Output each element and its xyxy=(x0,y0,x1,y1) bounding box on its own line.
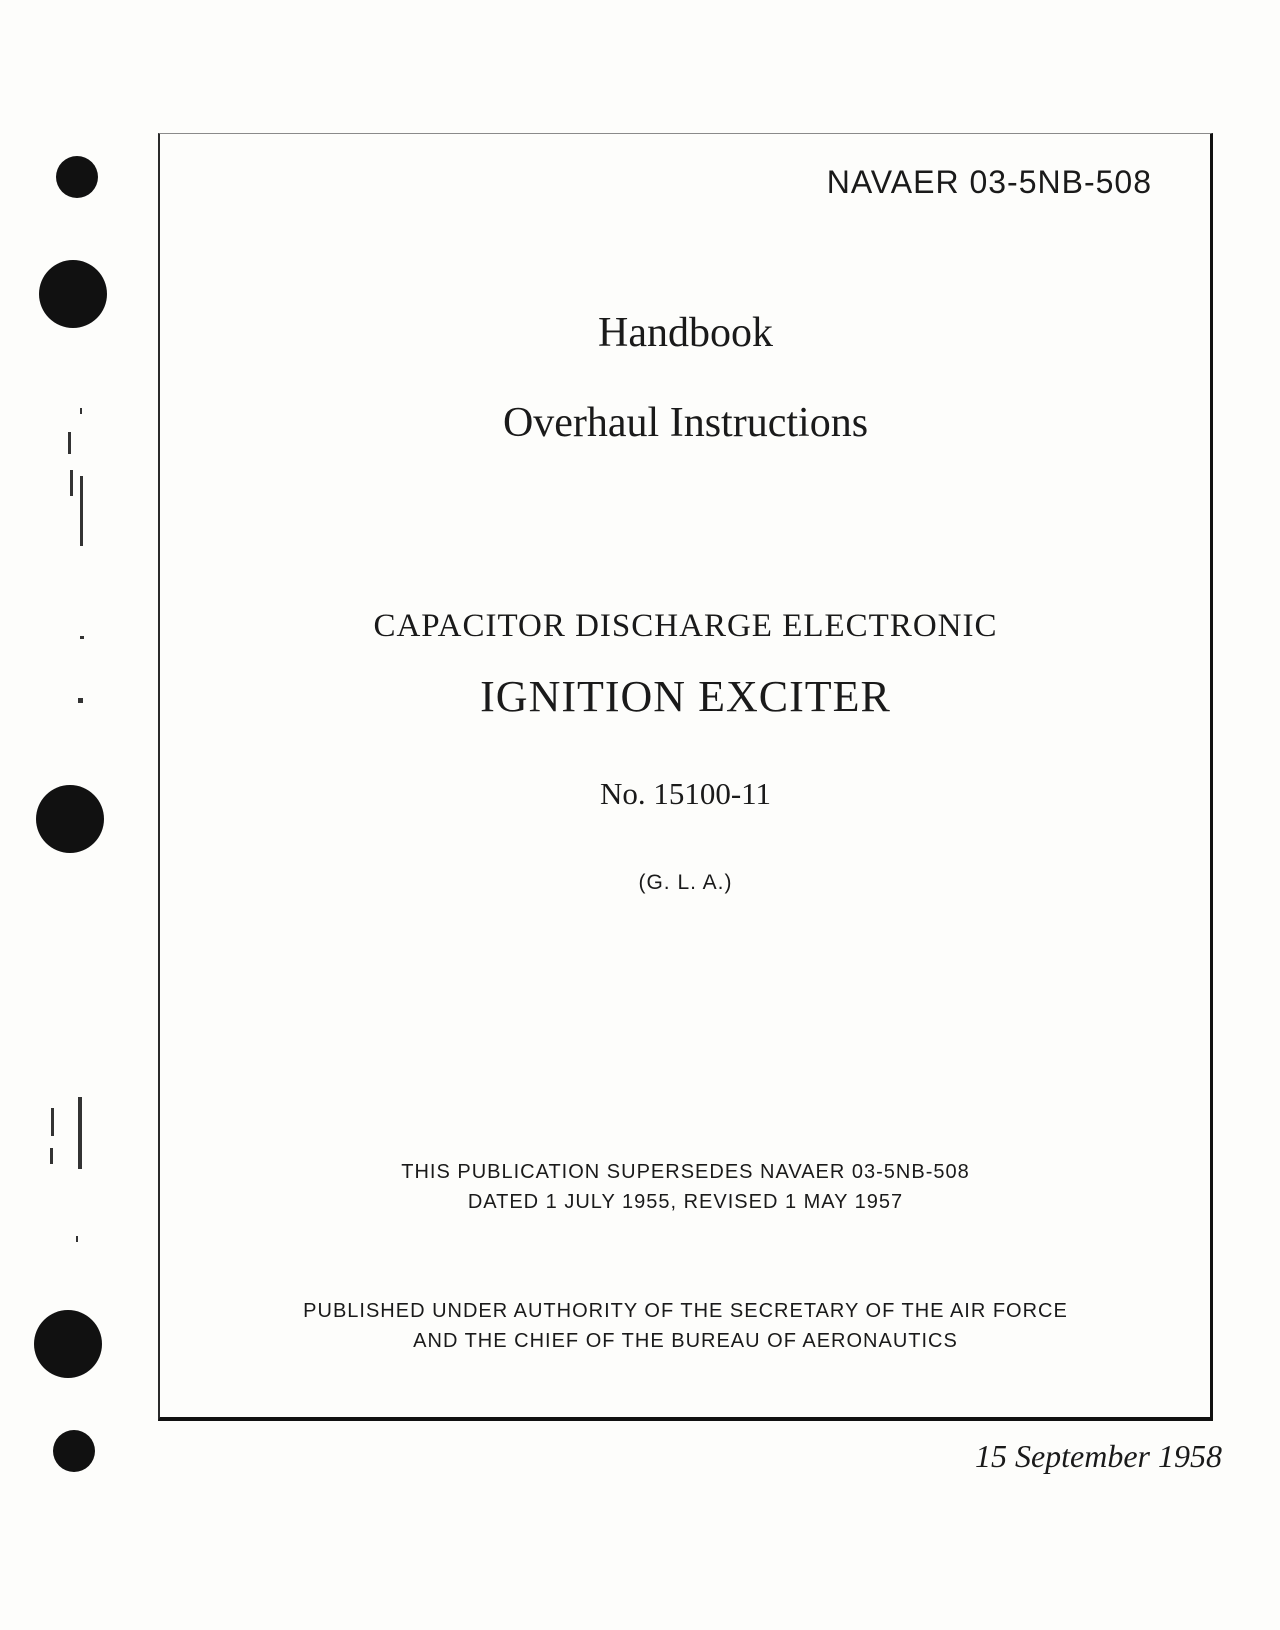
punch-hole xyxy=(39,260,107,328)
margin-speck xyxy=(80,476,83,546)
title-handbook: Handbook xyxy=(598,310,773,356)
margin-speck xyxy=(76,1236,78,1242)
document-number: NAVAER 03-5NB-508 xyxy=(826,164,1152,200)
margin-speck xyxy=(80,408,82,414)
supersedes-line-1: THIS PUBLICATION SUPERSEDES NAVAER 03-5NB-508 xyxy=(401,1161,970,1183)
supersedes-line-2: DATED 1 JULY 1955, REVISED 1 MAY 1957 xyxy=(467,1191,904,1213)
margin-speck xyxy=(78,698,83,703)
subject-line: CAPACITOR DISCHARGE ELECTRONIC xyxy=(373,608,998,644)
margin-speck xyxy=(50,1148,53,1164)
margin-speck xyxy=(78,1097,82,1169)
model-number: No. 15100-11 xyxy=(599,776,772,811)
subject-title: IGNITION EXCITER xyxy=(480,672,891,721)
authority-notice xyxy=(158,1296,1213,1356)
manufacturer-abbreviation: (G. L. A.) xyxy=(638,871,733,894)
supersedes-notice xyxy=(158,1157,1213,1217)
margin-speck xyxy=(51,1108,54,1136)
title-overhaul-instructions: Overhaul Instructions xyxy=(502,400,869,446)
authority-line-2: AND THE CHIEF OF THE BUREAU OF AERONAUTICS xyxy=(413,1330,958,1352)
margin-speck xyxy=(70,470,73,496)
margin-speck xyxy=(68,432,71,454)
authority-line-1: PUBLISHED UNDER AUTHORITY OF THE SECRETARY OF THE AIR FORCE xyxy=(303,1300,1068,1322)
punch-hole xyxy=(56,156,98,198)
publication-date: 15 September 1958 xyxy=(974,1438,1222,1474)
punch-hole xyxy=(53,1430,95,1472)
punch-hole xyxy=(36,785,104,853)
margin-speck xyxy=(80,636,84,639)
punch-hole xyxy=(34,1310,102,1378)
